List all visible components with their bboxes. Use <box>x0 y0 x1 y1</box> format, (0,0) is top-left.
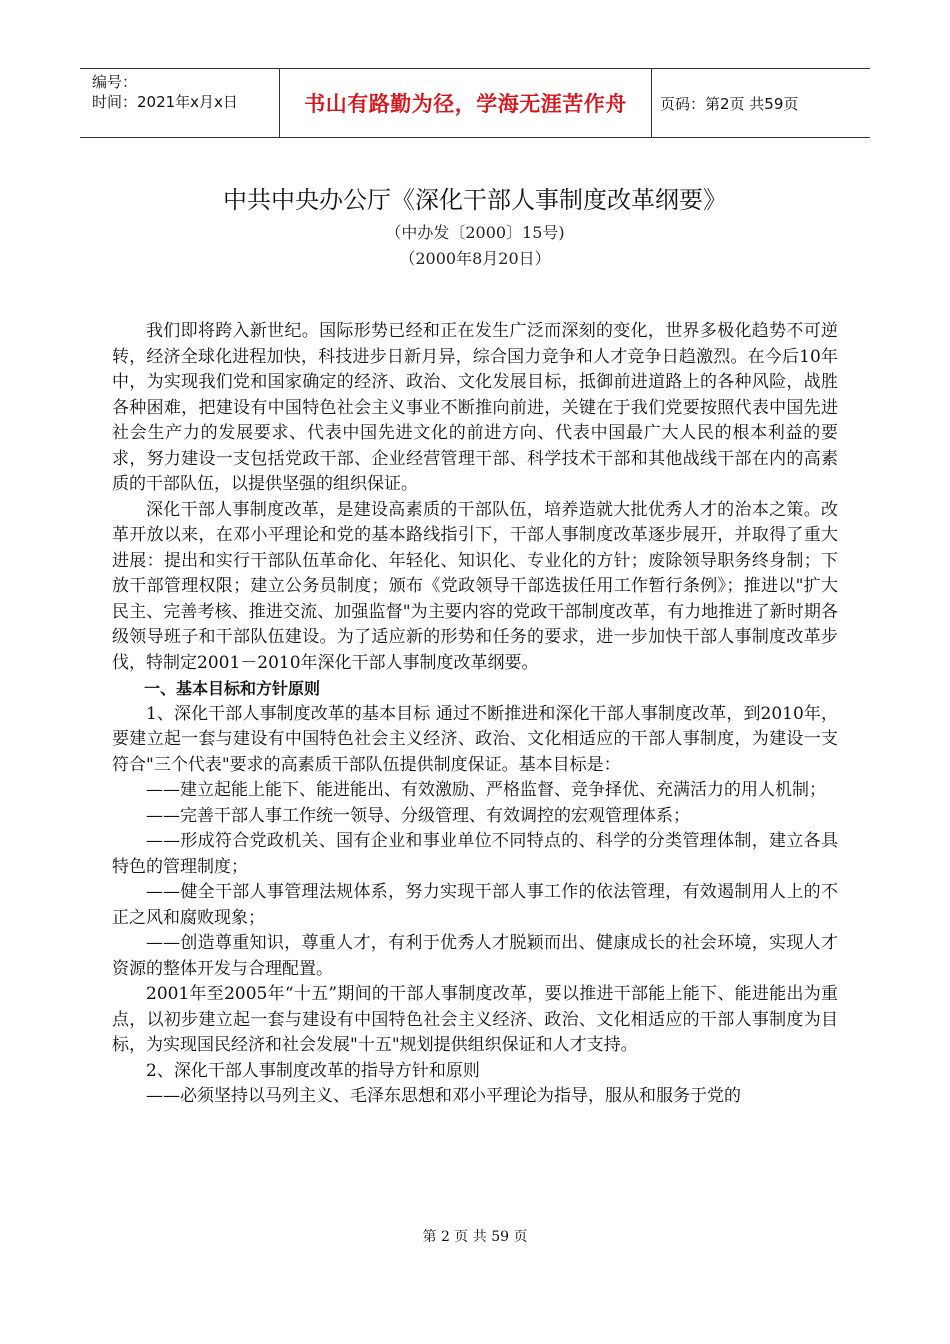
body-paragraph: 1、深化干部人事制度改革的基本目标 通过不断推进和深化干部人事制度改革，到2010年，要建立起一套与建设有中国特色社会主义经济、政治、文化相适应的干部人事制度，为建设一支符合"三个代表"要求的高素质干部队伍提供制度保证。基本目标是： <box>112 703 838 775</box>
section-heading: 一、基本目标和方针原则 <box>144 679 321 698</box>
header-page-info: 页码：第2页 共59页 <box>660 94 799 113</box>
body-paragraph: ——完善干部人事工作统一领导、分级管理、有效调控的宏观管理体系； <box>146 805 690 826</box>
body-paragraph: ——健全干部人事管理法规体系，努力实现干部人事工作的依法管理，有效遏制用人上的不正之风和腐败现象； <box>112 882 838 928</box>
header-motto: 书山有路勤为径，学海无涯苦作舟 <box>280 69 652 137</box>
body-paragraph: 我们即将跨入新世纪。国际形势已经和正在发生广泛而深刻的变化，世界多极化趋势不可逆转，经济全球化进程加快，科技进步日新月异，综合国力竞争和人才竞争日趋激烈。在今后10年中，为实现我们党和国家确定的经济、政治、文化发展目标，抵御前进道路上的各种风险，战胜各种困难，把建设有中国特色社会主义事业不断推向前进，关键在于我们党要按照代表中国先进社会生产力的发展要求、代表中国先进文化的前进方向、代表中国最广大人民的根本利益的要求，努力建设一支包括党政干部、企业经营管理干部、科学技术干部和其他战线干部在内的高素质的干部队伍，以提供坚强的组织保证。 <box>112 321 838 494</box>
body-paragraph: 2001年至2005年“十五”期间的干部人事制度改革，要以推进干部能上能下、能进能出为重点，以初步建立起一套与建设有中国特色社会主义经济、政治、文化相适应的干部人事制度为目标，为实现国民经济和社会发展"十五"规划提供组织保证和人才支持。 <box>112 984 838 1055</box>
header-info-cell <box>80 69 280 137</box>
body-paragraph: ——形成符合党政机关、国有企业和事业单位不同特点的、科学的分类管理体制，建立各具特色的管理制度； <box>112 831 838 877</box>
document-title: 中共中央办公厅《深化干部人事制度改革纲要》 <box>223 186 727 214</box>
document-issue-number: （中办发〔2000〕15号) <box>385 223 565 242</box>
body-paragraph: ——创造尊重知识，尊重人才，有利于优秀人才脱颖而出、健康成长的社会环境，实现人才资源的整体开发与合理配置。 <box>112 933 838 979</box>
document-date: 时间：2021年x月x日 <box>92 93 238 111</box>
document-number-label: 编号： <box>92 73 138 91</box>
body-paragraph: 深化干部人事制度改革，是建设高素质的干部队伍，培养造就大批优秀人才的治本之策。改革开放以来，在邓小平理论和党的基本路线指引下，干部人事制度改革逐步展开，并取得了重大进展：提出和实行干部队伍革命化、年轻化、知识化、专业化的方针；废除领导职务终身制；下放干部管理权限；建立公务员制度；颁布《党政领导干部选拔任用工作暂行条例》；推进以"扩大民主、完善考核、推进交流、加强监督"为主要内容的党政干部制度改革，有力地推进了新时期各级领导班子和干部队伍建设。为了适应新的形势和任务的要求，进一步加快干部人事制度改革步伐，特制定2001－2010年深化干部人事制度改革纲要。 <box>112 499 838 673</box>
body-paragraph: 2、深化干部人事制度改革的指导方针和原则 <box>146 1060 480 1081</box>
page-header <box>80 68 870 138</box>
document-issue-date: （2000年8月20日） <box>399 249 551 268</box>
document-body <box>112 319 838 1110</box>
page-footer: 第 2 页 共 59 页 <box>422 1229 528 1245</box>
body-paragraph: ——必须坚持以马列主义、毛泽东思想和邓小平理论为指导，服从和服务于党的 <box>146 1086 741 1106</box>
body-paragraph: ——建立起能上能下、能进能出、有效激励、严格监督、竞争择优、充满活力的用人机制； <box>146 780 826 800</box>
